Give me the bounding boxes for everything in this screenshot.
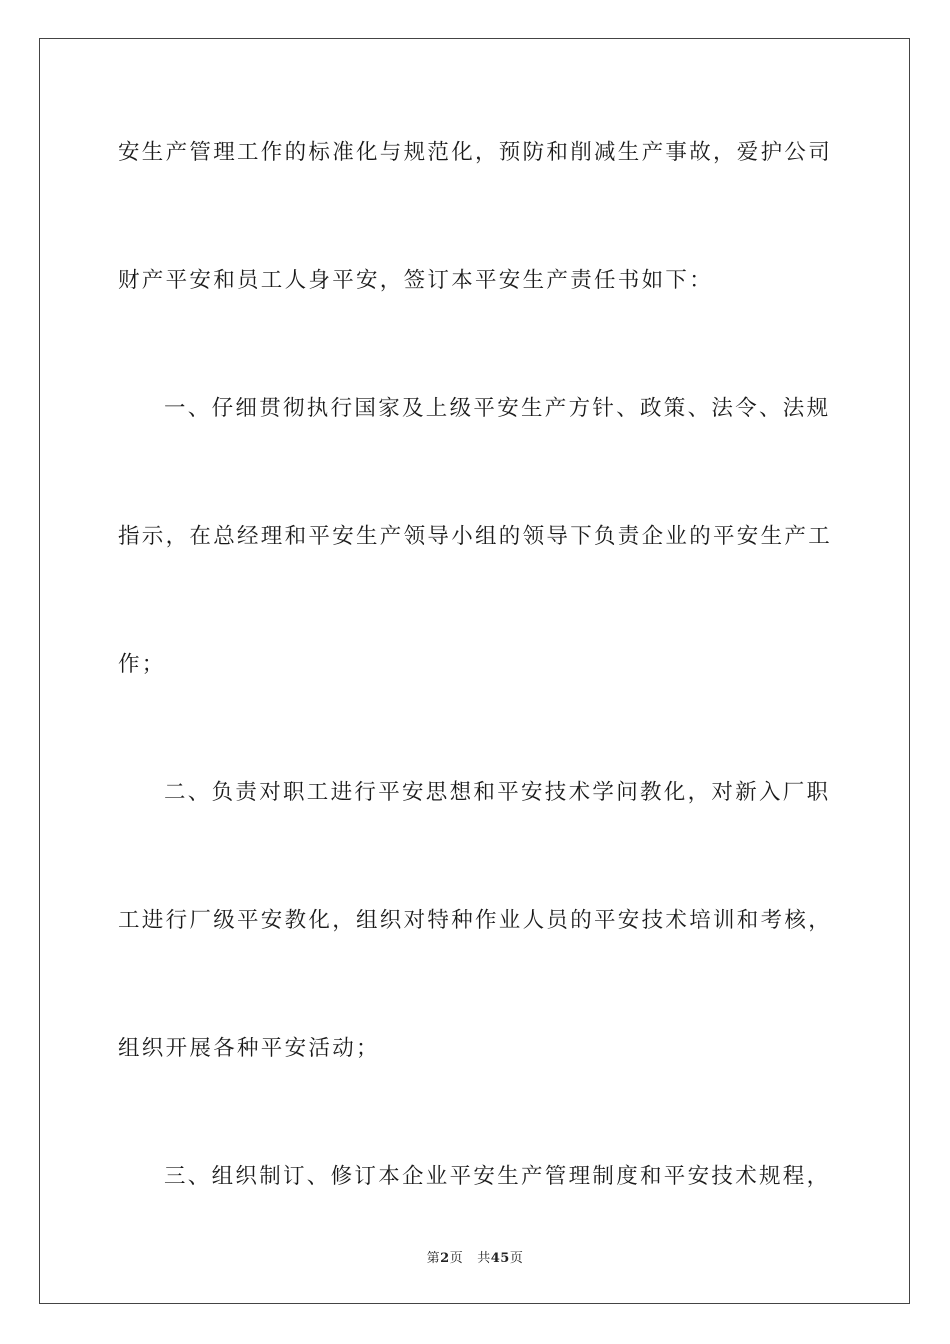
page-number: 2 <box>440 1251 450 1266</box>
total-pages: 45 <box>490 1251 510 1266</box>
text-line: 工进行厂级平安教化，组织对特种作业人员的平安技术培训和考核， <box>118 908 833 933</box>
page-label-suffix: 页 <box>449 1251 464 1266</box>
total-label-suffix: 页 <box>509 1251 524 1266</box>
text-line: 二、负责对职工进行平安思想和平安技术学问教化，对新入厂职 <box>164 780 831 805</box>
text-line: 三、组织制订、修订本企业平安生产管理制度和平安技术规程， <box>164 1164 831 1189</box>
text-line: 指示，在总经理和平安生产领导小组的领导下负责企业的平安生产工 <box>118 524 833 549</box>
text-line: 一、仔细贯彻执行国家及上级平安生产方针、政策、法令、法规 <box>164 396 831 421</box>
text-line: 组织开展各种平安活动； <box>118 1036 380 1061</box>
total-label-prefix: 共 <box>477 1251 491 1266</box>
document-body <box>118 131 834 1283</box>
text-line: 作； <box>118 652 166 677</box>
text-line: 安生产管理工作的标准化与规范化，预防和削减生产事故，爱护公司 <box>118 140 833 165</box>
text-line: 财产平安和员工人身平安，签订本平安生产责任书如下： <box>118 268 714 293</box>
page-footer <box>0 1247 950 1266</box>
page-label-prefix: 第 <box>426 1251 441 1266</box>
